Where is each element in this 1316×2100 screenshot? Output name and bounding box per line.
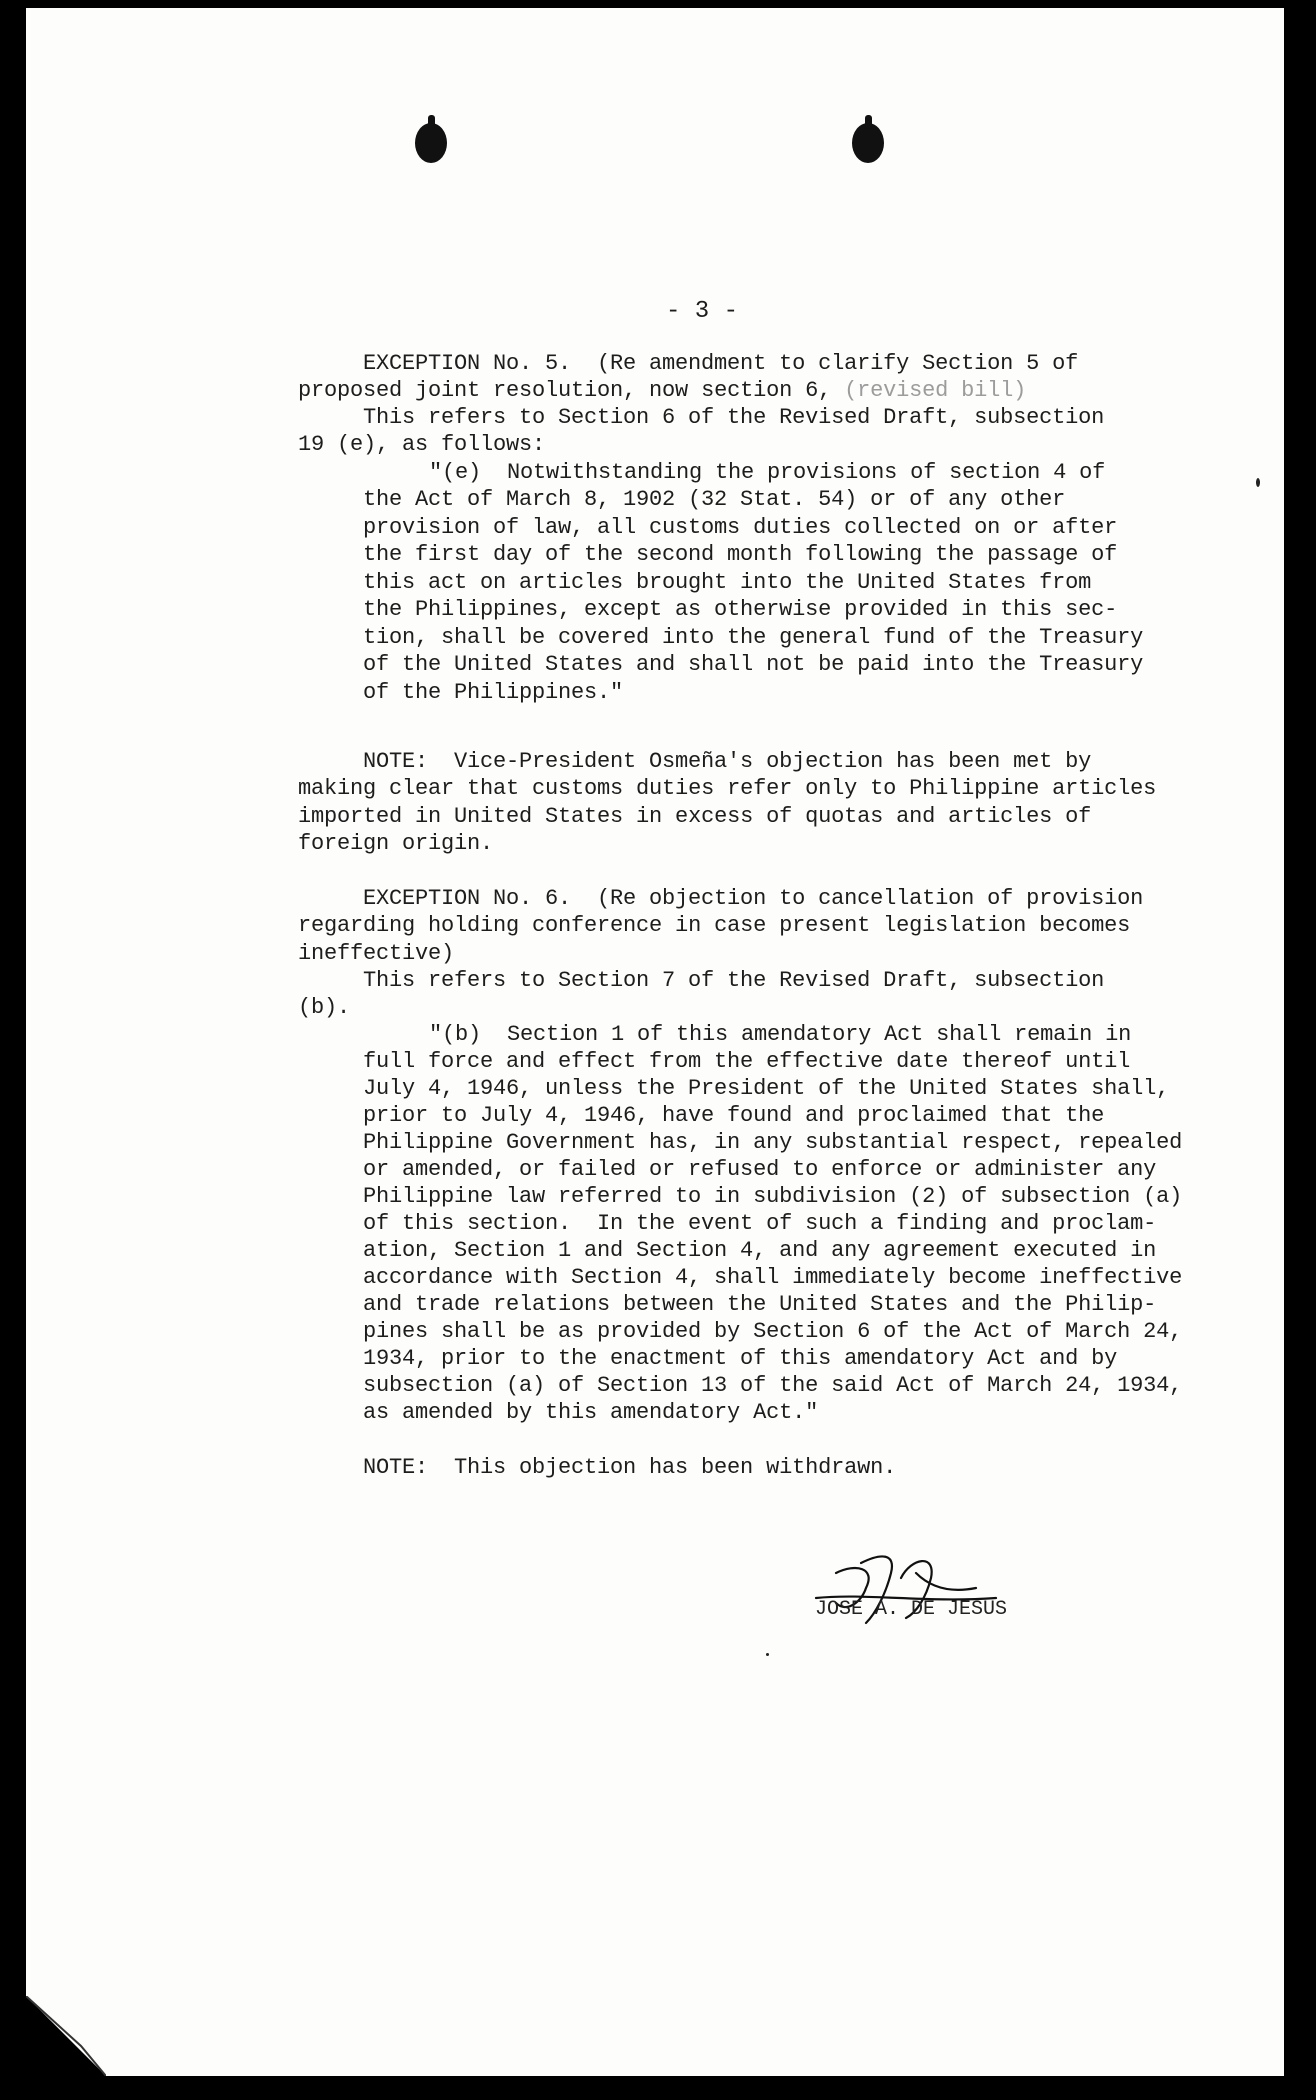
quote-line: Philippine law referred to in subdivision (2) of subsection (a) <box>363 1184 1183 1209</box>
quote-line: or amended, or failed or refused to enforce or administer any <box>363 1157 1157 1182</box>
quote-line: of the United States and shall not be paid into the Treasury <box>363 652 1144 677</box>
ink-speck <box>766 1653 769 1656</box>
exception5-heading-line1: EXCEPTION No. 5. (Re amendment to clarify Section 5 of <box>363 351 1079 376</box>
note-line: imported in United States in excess of quotas and articles of <box>298 804 1092 829</box>
heading-line: regarding holding conference in case present legislation becomes <box>298 913 1131 938</box>
heading-line: EXCEPTION No. 6. (Re objection to cancellation of provision <box>363 886 1144 911</box>
quote-line: prior to July 4, 1946, have found and proclaimed that the <box>363 1103 1105 1128</box>
exception6-refers-line1: This refers to Section 7 of the Revised Draft, subsection <box>363 968 1105 993</box>
heading-line: ineffective) <box>298 941 455 966</box>
quote-line: "(e) Notwithstanding the provisions of section 4 of <box>429 460 1106 485</box>
quote-line: accordance with Section 4, shall immediately become ineffective <box>363 1265 1183 1290</box>
quote-line: "(b) Section 1 of this amendatory Act shall remain in <box>429 1022 1132 1047</box>
quote-line: provision of law, all customs duties collected on or after <box>363 515 1118 540</box>
exception6-refers-line2: (b). <box>298 995 351 1020</box>
quote-line: pines shall be as provided by Section 6 of the Act of March 24, <box>363 1319 1183 1344</box>
quote-line: the Act of March 8, 1902 (32 Stat. 54) or of any other <box>363 487 1066 512</box>
quote-line: July 4, 1946, unless the President of the United States shall, <box>363 1076 1170 1101</box>
quote-line: full force and effect from the effective date thereof until <box>363 1049 1131 1074</box>
quote-line: 1934, prior to the enactment of this amendatory Act and by <box>363 1346 1118 1371</box>
exception5-heading-line2-wrap <box>298 377 1026 405</box>
signature-name: JOSE A. DE JESUS <box>815 1598 1008 1621</box>
note-line: foreign origin. <box>298 831 494 856</box>
exception6-note: NOTE: This objection has been withdrawn. <box>363 1455 897 1480</box>
quote-line: of this section. In the event of such a finding and proclam- <box>363 1211 1157 1236</box>
quote-line: of the Philippines." <box>363 680 624 705</box>
page-number: - 3 - <box>666 298 739 325</box>
punch-hole-left <box>415 123 447 163</box>
quote-line: the first day of the second month following the passage of <box>363 542 1118 567</box>
quote-line: as amended by this amendatory Act." <box>363 1400 819 1425</box>
punch-hole-right <box>852 123 884 163</box>
quote-line: and trade relations between the United States and the Philip- <box>363 1292 1157 1317</box>
quote-line: the Philippines, except as otherwise provided in this sec- <box>363 597 1118 622</box>
note-line: making clear that customs duties refer only to Philippine articles <box>298 776 1157 801</box>
exception5-revised-bill-note: (revised bill) <box>844 378 1027 403</box>
ink-speck <box>1256 478 1260 487</box>
exception5-refers-line2: 19 (e), as follows: <box>298 432 546 457</box>
document-page <box>26 8 1284 2076</box>
exception5-refers-line1: This refers to Section 6 of the Revised Draft, subsection <box>363 405 1105 430</box>
quote-line: ation, Section 1 and Section 4, and any agreement executed in <box>363 1238 1157 1263</box>
note-line: NOTE: Vice-President Osmeña's objection has been met by <box>363 749 1092 774</box>
folded-corner <box>26 1996 106 2076</box>
quote-line: Philippine Government has, in any substantial respect, repealed <box>363 1130 1183 1155</box>
quote-line: subsection (a) of Section 13 of the said Act of March 24, 1934, <box>363 1373 1183 1398</box>
quote-line: this act on articles brought into the United States from <box>363 570 1092 595</box>
exception5-heading-line2: proposed joint resolution, now section 6, <box>298 378 845 403</box>
quote-line: tion, shall be covered into the general fund of the Treasury <box>363 625 1144 650</box>
